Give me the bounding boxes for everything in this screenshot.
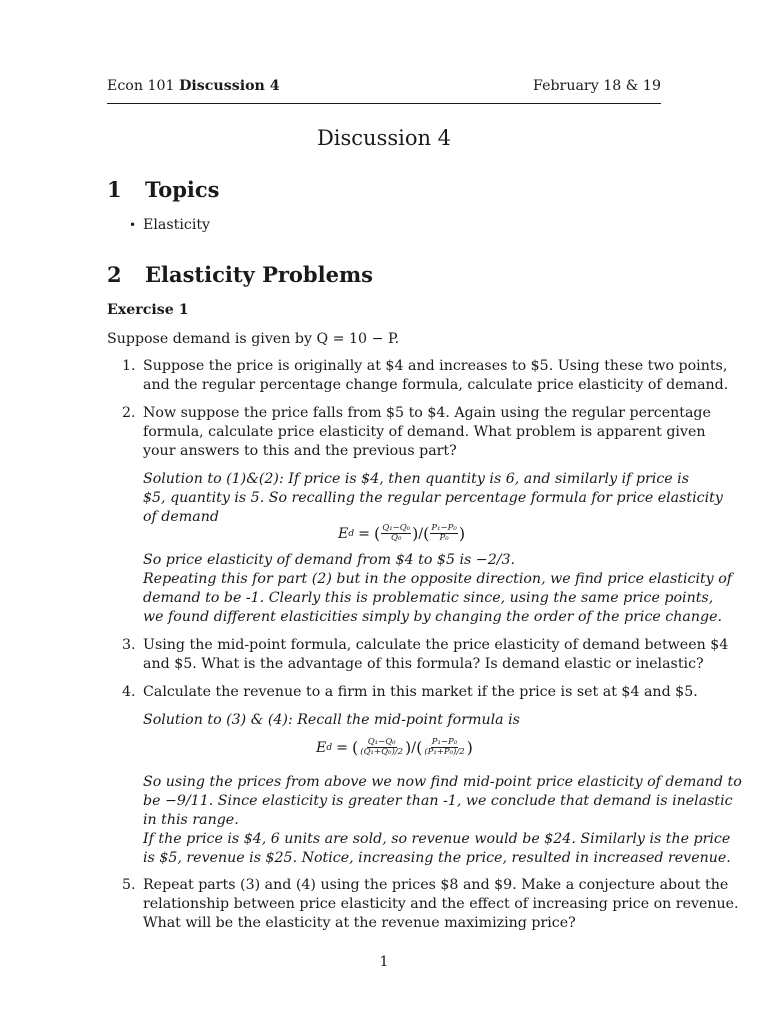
eq-sign: =	[336, 739, 349, 756]
paren-close: )	[458, 524, 466, 543]
eq-subscript: d	[348, 528, 355, 539]
item-4-number: 4.	[122, 684, 136, 700]
solution-line: Solution to (3) & (4): Recall the mid-point formula is	[143, 712, 520, 728]
item-2-line: formula, calculate price elasticity of demand. What problem is apparent given	[143, 424, 706, 440]
item-5-number: 5.	[122, 877, 136, 893]
solution-line: So price elasticity of demand from $4 to $5 is −2/3.	[143, 552, 516, 568]
solution-line: of demand	[143, 509, 219, 525]
fraction-denominator: Q₀	[391, 533, 402, 543]
solution-line: be −9/11. Since elasticity is greater than -1, we conclude that demand is inelastic	[143, 793, 733, 809]
paren-open: (	[423, 524, 430, 543]
solution-line: we found different elasticities simply by changing the order of the price change.	[143, 609, 722, 625]
item-5-line: relationship between price elasticity and the effect of increasing price on revenue.	[143, 896, 739, 912]
paren-close: )	[412, 524, 419, 543]
header-dates: February 18 & 19	[533, 78, 661, 94]
paren-close: )	[405, 738, 412, 757]
page-title: Discussion 4	[316, 126, 452, 150]
item-2-line: Now suppose the price falls from $5 to $4. Again using the regular percentage	[143, 405, 711, 421]
header-course: Econ 101	[107, 78, 175, 94]
item-5-line: Repeat parts (3) and (4) using the prices $8 and $9. Make a conjecture about the	[143, 877, 729, 893]
eq-subscript: d	[326, 742, 333, 753]
page-number: 1	[379, 954, 389, 970]
solution-line: Repeating this for part (2) but in the opposite direction, we find price elasticity of	[143, 571, 732, 587]
header-discussion: Discussion 4	[179, 78, 280, 94]
solution-line: demand to be -1. Clearly this is problematic since, using the same price points,	[143, 590, 714, 606]
paren-open: (	[352, 738, 359, 757]
eq-sign: =	[358, 525, 371, 542]
item-2-number: 2.	[122, 405, 136, 421]
paren-close: )	[466, 738, 473, 757]
item-2-line: your answers to this and the previous part?	[143, 443, 457, 459]
section-1-number: 1	[107, 177, 122, 202]
solution-line: So using the prices from above we now find mid-point price elasticity of demand to	[143, 774, 742, 790]
item-4-line: Calculate the revenue to a firm in this market if the price is set at $4 and $5.	[143, 684, 698, 700]
fraction-numerator: P₁−P₀	[431, 523, 457, 533]
exercise-intro: Suppose demand is given by Q = 10 − P.	[107, 331, 400, 347]
fraction-denominator: P₀	[439, 533, 449, 543]
section-1-title: Topics	[145, 177, 220, 202]
fraction	[381, 524, 411, 543]
fraction-numerator: P₁−P₀	[431, 737, 458, 747]
item-3-line: and $5. What is the advantage of this formula? Is demand elastic or inelastic?	[143, 656, 704, 672]
paren-open: (	[374, 524, 381, 543]
equation-elasticity-midpoint	[316, 738, 473, 757]
fraction	[359, 738, 404, 757]
exercise-title: Exercise 1	[107, 302, 189, 318]
item-3-line: Using the mid-point formula, calculate the price elasticity of demand between $4	[143, 637, 729, 653]
solution-line: is $5, revenue is $25. Notice, increasing the price, resulted in increased revenue.	[143, 850, 731, 866]
topic-item: Elasticity	[143, 217, 211, 233]
fraction	[430, 524, 457, 543]
equation-elasticity-regular	[338, 524, 465, 543]
section-2-title: Elasticity Problems	[145, 262, 373, 287]
fraction	[423, 738, 465, 757]
header-rule	[107, 103, 661, 104]
fraction-numerator: Q₁−Q₀	[367, 737, 396, 747]
eq-lhs: E	[316, 739, 327, 756]
solution-line: If the price is $4, 6 units are sold, so revenue would be $24. Similarly is the price	[143, 831, 731, 847]
item-1-line: and the regular percentage change formula, calculate price elasticity of demand.	[143, 377, 729, 393]
item-1-line: Suppose the price is originally at $4 and increases to $5. Using these two points,	[143, 358, 728, 374]
fraction-denominator: (P₁+P₀)/2	[424, 747, 465, 757]
solution-line: in this range.	[143, 812, 239, 828]
header-left	[107, 78, 280, 94]
solution-line: Solution to (1)&(2): If price is $4, then quantity is 6, and similarly if price is	[143, 471, 689, 487]
eq-slash: /	[411, 739, 417, 756]
solution-line: $5, quantity is 5. So recalling the regular percentage formula for price elasticity	[143, 490, 723, 506]
eq-slash: /	[418, 525, 424, 542]
fraction-numerator: Q₁−Q₀	[382, 523, 411, 533]
item-3-number: 3.	[122, 637, 136, 653]
section-2-number: 2	[107, 262, 122, 287]
paren-open: (	[416, 738, 423, 757]
eq-lhs: E	[338, 525, 349, 542]
fraction-denominator: (Q₁+Q₀)/2	[360, 747, 404, 757]
item-5-line: What will be the elasticity at the revenue maximizing price?	[143, 915, 576, 931]
item-1-number: 1.	[122, 358, 136, 374]
bullet-icon: •	[129, 218, 137, 232]
